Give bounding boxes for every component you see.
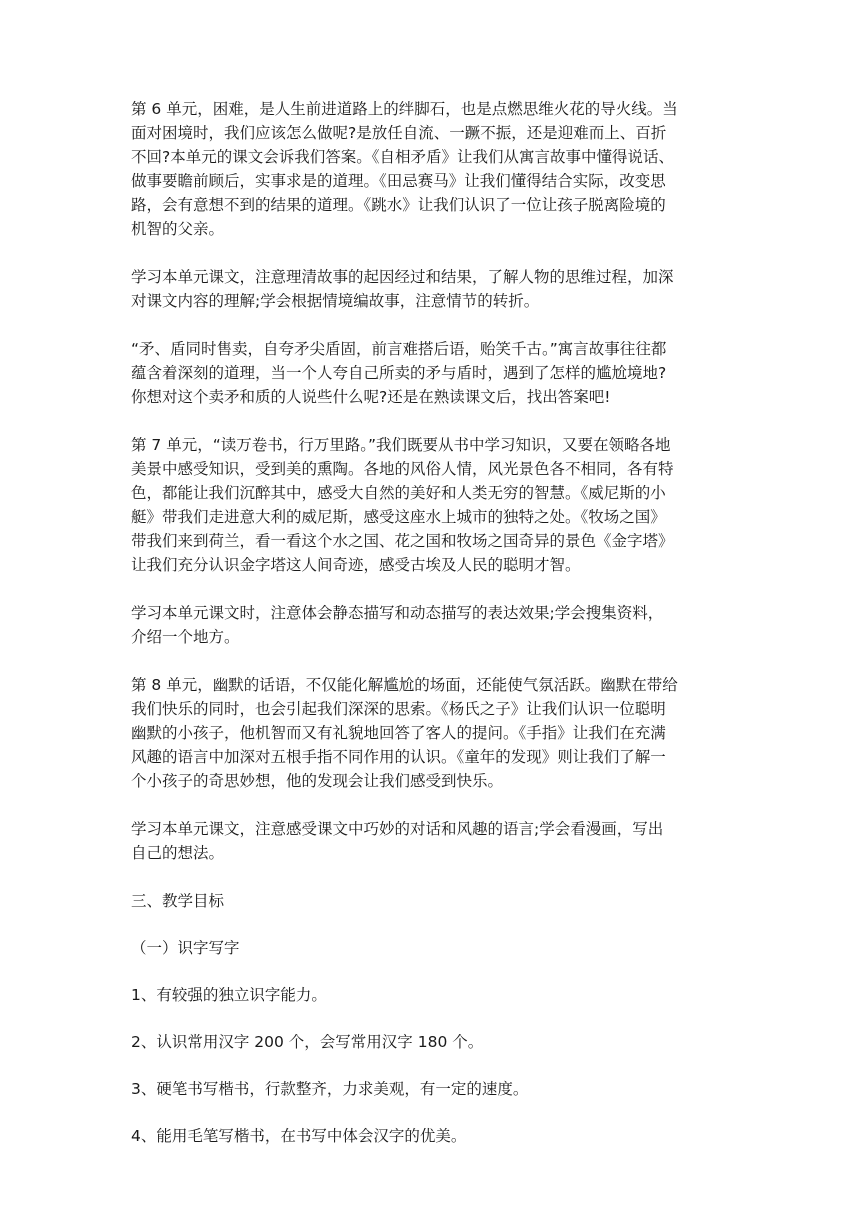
text-line: 路，会有意想不到的结果的道理。《跳水》让我们认识了一位让孩子脱离险境的 [131, 196, 666, 214]
goal-item: 4、能用毛笔写楷书，在书写中体会汉字的优美。 [131, 1127, 467, 1145]
text-line: 第 6 单元，困难，是人生前进道路上的绊脚石，也是点燃思维火花的导火线。当 [131, 100, 678, 118]
text-line: 对课文内容的理解;学会根据情境编故事，注意情节的转折。 [131, 292, 540, 310]
text-line: 学习本单元课文时，注意体会静态描写和动态描写的表达效果;学会搜集资料， [131, 604, 664, 622]
goal-item: 2、认识常用汉字 200 个，会写常用汉字 180 个。 [131, 1033, 484, 1051]
paragraph-unit-7 [131, 433, 731, 577]
paragraph-unit-8-study [131, 817, 731, 865]
text-line: 你想对这个卖矛和质的人说些什么呢?还是在熟读课文后，找出答案吧! [131, 388, 611, 406]
text-line: 让我们充分认识金字塔这人间奇迹，感受古埃及人民的聪明才智。 [131, 556, 581, 574]
text-line: 做事要瞻前顾后，实事求是的道理。《田忌赛马》让我们懂得结合实际，改变思 [131, 172, 666, 190]
paragraph-fable [131, 337, 731, 409]
text-line: 个小孩子的奇思妙想，他的发现会让我们感受到快乐。 [131, 772, 504, 790]
text-line: 带我们来到荷兰，看一看这个水之国、花之国和牧场之国奇异的景色《金字塔》 [131, 532, 674, 550]
text-line: 面对困境时，我们应该怎么做呢?是放任自流、一蹶不振，还是迎难而上、百折 [131, 124, 667, 142]
text-line: 风趣的语言中加深对五根手指不同作用的认识。《童年的发现》则让我们了解一 [131, 748, 666, 766]
goal-item: 1、有较强的独立识字能力。 [131, 986, 327, 1004]
text-line: 学习本单元课文，注意理清故事的起因经过和结果，了解人物的思维过程，加深 [131, 268, 674, 286]
text-line: 艇》带我们走进意大利的威尼斯，感受这座水上城市的独特之处。《牧场之国》 [131, 508, 666, 526]
subsection-heading: （一）识字写字 [131, 939, 240, 957]
paragraph-unit-7-study [131, 601, 731, 649]
text-line: 学习本单元课文，注意感受课文中巧妙的对话和风趣的语言;学会看漫画，写出 [131, 820, 664, 838]
text-line: 第 8 单元，幽默的话语，不仅能化解尴尬的场面，还能使气氛活跃。幽默在带给 [131, 676, 678, 694]
text-line: 美景中感受知识，受到美的熏陶。各地的风俗人情，风光景色各不相同，各有特 [131, 460, 674, 478]
paragraph-unit-6 [131, 97, 731, 241]
section-heading: 三、教学目标 [131, 892, 225, 910]
text-line: 第 7 单元，“读万卷书，行万里路。”我们既要从书中学习知识，又要在领略各地 [131, 436, 671, 454]
text-line: 幽默的小孩子，他机智而又有礼貌地回答了客人的提问。《手指》让我们在充满 [131, 724, 666, 742]
paragraph-unit-8 [131, 673, 731, 793]
text-line: 介绍一个地方。 [131, 628, 240, 646]
document-body [131, 97, 731, 1171]
goal-item: 3、硬笔书写楷书，行款整齐，力求美观，有一定的速度。 [131, 1080, 529, 1098]
text-line: 自己的想法。 [131, 844, 225, 862]
text-line: 色，都能让我们沉醉其中，感受大自然的美好和人类无穷的智慧。《威尼斯的小 [131, 484, 666, 502]
text-line: 不回?本单元的课文会诉我们答案。《自相矛盾》让我们从寓言故事中懂得说话、 [131, 148, 674, 166]
text-line: “矛、盾同时售卖，自夸矛尖盾固，前言难搭后语，贻笑千古。”寓言故事往往都 [131, 340, 667, 358]
paragraph-unit-6-study [131, 265, 731, 313]
text-line: 我们快乐的同时，也会引起我们深深的思索。《杨氏之子》让我们认识一位聪明 [131, 700, 666, 718]
text-line: 机智的父亲。 [131, 220, 225, 238]
text-line: 蕴含着深刻的道理，当一个人夸自己所卖的矛与盾时，遇到了怎样的尴尬境地? [131, 364, 667, 382]
